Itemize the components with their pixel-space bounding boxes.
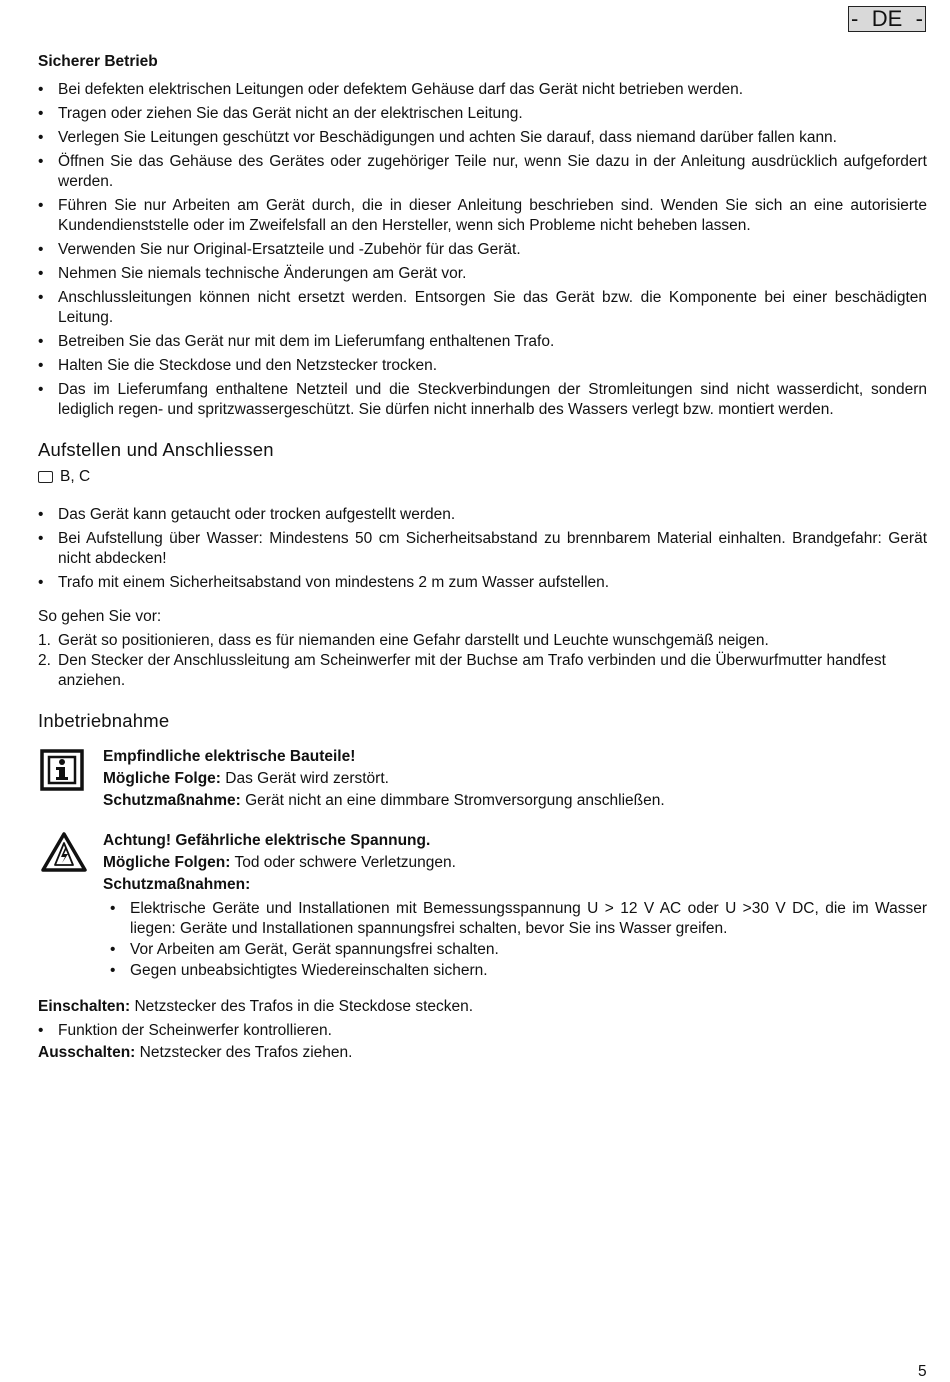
- list-item: • Verwenden Sie nur Original-Ersatzteile und -Zubehör für das Gerät.: [38, 240, 927, 260]
- procedure-intro: So gehen Sie vor:: [38, 608, 162, 625]
- info-notice: [38, 747, 927, 811]
- setup-list: [38, 505, 927, 593]
- safe-operation-list: [38, 80, 927, 420]
- consequence-label: Mögliche Folgen:: [103, 854, 231, 871]
- step-text: Gerät so positionieren, dass es für niemanden eine Gefahr darstellt und Leuchte wunschgemäß neigen.: [58, 632, 769, 649]
- language-tag: [848, 6, 926, 32]
- list-item: • Tragen oder ziehen Sie das Gerät nicht an der elektrischen Leitung.: [38, 104, 927, 124]
- list-item: • Halten Sie die Steckdose und den Netzstecker trocken.: [38, 356, 927, 376]
- list-item: • Funktion der Scheinwerfer kontrollieren.: [38, 1021, 927, 1041]
- high-voltage-warning-icon: [40, 831, 88, 879]
- list-item: • Gegen unbeabsichtigtes Wiedereinschalten sichern.: [103, 961, 927, 981]
- step-item: [38, 631, 927, 651]
- switch-off-text: Netzstecker des Trafos ziehen.: [139, 1044, 353, 1061]
- figure-reference-text: B, C: [60, 468, 91, 485]
- list-item: • Elektrische Geräte und Installationen mit Bemessungsspannung U > 12 V AC oder U >30 V DC, die im Wasser liegen: Geräte und Installationen spannungsfrei schalten, bevor Sie ins Wasser greifen.: [103, 899, 927, 939]
- list-item: • Das Gerät kann getaucht oder trocken aufgestellt werden.: [38, 505, 927, 525]
- list-item: • Das im Lieferumfang enthaltene Netzteil und die Steckverbindungen der Stromleitungen sind nicht wasserdicht, sondern lediglich regen- und spritzwassergeschützt. Sie dürfen nicht innerhalb des Wassers verlegt bzw. montiert werden.: [38, 380, 927, 420]
- language-code: DE: [871, 6, 903, 31]
- list-item: • Vor Arbeiten am Gerät, Gerät spannungsfrei schalten.: [103, 940, 927, 960]
- measure-text: Gerät nicht an eine dimmbare Stromversorgung anschließen.: [245, 792, 665, 809]
- switch-on-label: Einschalten:: [38, 998, 131, 1015]
- warning-notice: [38, 831, 927, 981]
- list-item: • Verlegen Sie Leitungen geschützt vor Beschädigungen und achten Sie darauf, dass niemand darüber fallen kann.: [38, 128, 927, 148]
- commissioning-heading: Inbetriebnahme: [38, 710, 170, 731]
- procedure-steps: [38, 631, 927, 691]
- list-item: • Anschlussleitungen können nicht ersetzt werden. Entsorgen Sie das Gerät bzw. die Komponente bei einer beschädigten Leitung.: [38, 288, 927, 328]
- step-number: 2.: [38, 652, 51, 669]
- measures-list: [103, 899, 927, 981]
- check-list: [38, 1021, 927, 1041]
- switch-on-instruction: [38, 997, 927, 1017]
- list-item: • Bei defekten elektrischen Leitungen oder defektem Gehäuse darf das Gerät nicht betrieben werden.: [38, 80, 927, 100]
- figure-reference-icon: [38, 471, 53, 483]
- language-tag-dash-left: -: [851, 6, 859, 31]
- step-item: [38, 651, 927, 691]
- consequence-text: Tod oder schwere Verletzungen.: [234, 854, 456, 871]
- step-text: Den Stecker der Anschlussleitung am Scheinwerfer mit der Buchse am Trafo verbinden und die Überwurfmutter handfest anziehen.: [58, 652, 886, 689]
- setup-heading: Aufstellen und Anschliessen: [38, 439, 274, 460]
- consequence-label: Mögliche Folge:: [103, 770, 221, 787]
- measure-label: Schutzmaßnahme:: [103, 792, 241, 809]
- info-notice-consequence: [103, 769, 927, 789]
- safe-operation-heading: Sicherer Betrieb: [38, 53, 158, 70]
- list-item: • Führen Sie nur Arbeiten am Gerät durch, die in dieser Anleitung beschrieben sind. Wenden Sie sich an eine autorisierte Kundendienststelle oder im Zweifelsfall an den Hersteller, wenn sich Probleme nicht beheben lassen.: [38, 196, 927, 236]
- info-icon: [40, 749, 84, 797]
- warning-notice-heading: Achtung! Gefährliche elektrische Spannung.: [103, 832, 431, 849]
- consequence-text: Das Gerät wird zerstört.: [225, 770, 389, 787]
- list-item: • Nehmen Sie niemals technische Änderungen am Gerät vor.: [38, 264, 927, 284]
- page-number: 5: [918, 1363, 927, 1380]
- switch-on-text: Netzstecker des Trafos in die Steckdose stecken.: [134, 998, 474, 1015]
- list-item: • Öffnen Sie das Gehäuse des Gerätes oder zugehöriger Teile nur, wenn Sie dazu in der Anleitung ausdrücklich aufgefordert werden.: [38, 152, 927, 192]
- language-tag-dash-right: -: [915, 6, 923, 31]
- figure-reference: [38, 467, 927, 487]
- info-notice-heading: Empfindliche elektrische Bauteile!: [103, 748, 356, 765]
- info-notice-measure: [103, 791, 927, 811]
- switch-off-label: Ausschalten:: [38, 1044, 136, 1061]
- list-item: • Trafo mit einem Sicherheitsabstand von mindestens 2 m zum Wasser aufstellen.: [38, 573, 927, 593]
- step-number: 1.: [38, 632, 51, 649]
- warning-notice-consequence: [103, 853, 927, 873]
- list-item: • Betreiben Sie das Gerät nur mit dem im Lieferumfang enthaltenen Trafo.: [38, 332, 927, 352]
- list-item: • Bei Aufstellung über Wasser: Mindestens 50 cm Sicherheitsabstand zu brennbarem Material einhalten. Brandgefahr: Gerät nicht abdecken!: [38, 529, 927, 569]
- switch-off-instruction: [38, 1043, 927, 1063]
- page-content: [38, 52, 927, 1063]
- measures-label: Schutzmaßnahmen:: [103, 876, 251, 893]
